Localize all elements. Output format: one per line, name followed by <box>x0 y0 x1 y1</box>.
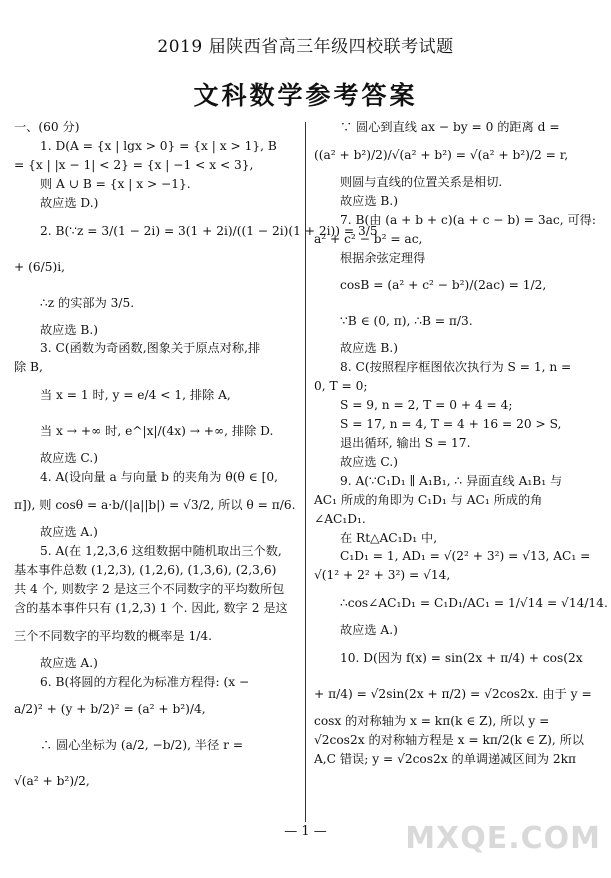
watermark-logo: MXQE.COM <box>405 821 601 856</box>
right-column-line: 故应选 B.) <box>340 193 399 208</box>
right-column-line: ∠AC₁D₁. <box>314 511 366 526</box>
left-column-line: 共 4 个, 则数字 2 是这三个不同数字的平均数所包 <box>14 581 285 596</box>
right-column-line: ∵ 圆心到直线 ax − by = 0 的距离 d = <box>340 120 560 134</box>
left-column-line: 当 x = 1 时, y = e/4 < 1, 排除 A, <box>40 388 231 403</box>
left-column-line: 则 A ∪ B = {x | x > −1}. <box>40 176 191 191</box>
left-column-line: 6. B(将圆的方程化为标准方程得: (x − <box>40 674 250 689</box>
right-column-line: 9. A(∵C₁D₁ ∥ A₁B₁, ∴ 异面直线 A₁B₁ 与 <box>340 473 563 488</box>
left-column-line: 故应选 B.) <box>40 322 99 337</box>
left-column-line: 基本事件总数 (1,2,3), (1,2,6), (1,3,6), (2,3,6) <box>14 562 277 577</box>
right-column-line: 故应选 B.) <box>340 341 399 356</box>
right-column-line: ((a² + b²)/2)/√(a² + b²) = √(a² + b²)/2 = r, <box>314 147 569 162</box>
left-column-line: 含的基本事件只有 (1,2,3) 1 个. 因此, 数字 2 是这 <box>14 600 288 615</box>
right-column-line: 7. B(由 (a + b + c)(a + c − b) = 3ac, 可得: <box>340 212 596 227</box>
right-column-line: √(1² + 2² + 3²) = √14, <box>314 568 451 583</box>
left-column-line: + (6/5)i, <box>14 259 65 274</box>
page-number: — 1 — <box>284 824 327 839</box>
right-column-line: cosx 的对称轴为 x = kπ(k ∈ Z), 所以 y = <box>314 714 550 729</box>
right-column-line: ∴cos∠AC₁D₁ = C₁D₁/AC₁ = 1/√14 = √14/14. <box>340 596 608 611</box>
left-column-line: = {x | |x − 1| < 2} = {x | −1 < x < 3}, <box>14 157 254 172</box>
right-column-line: C₁D₁ = 1, AD₁ = √(2² + 3²) = √13, AC₁ = <box>340 549 591 564</box>
left-column-line: a/2)² + (y + b/2)² = (a² + b²)/4, <box>14 702 206 717</box>
left-column-line: 三个不同数字的平均数的概率是 1/4. <box>14 628 212 643</box>
right-column-line: 故应选 A.) <box>340 623 398 638</box>
right-column-line: 0, T = 0; <box>314 379 368 394</box>
right-column-line: √2cos2x 的对称轴方程是 x = kπ/2(k ∈ Z), 所以 <box>314 733 584 748</box>
right-column-line: AC₁ 所成的角即为 C₁D₁ 与 AC₁ 所成的角 <box>314 492 543 507</box>
left-column-line: ∴ 圆心坐标为 (a/2, −b/2), 半径 r = <box>40 738 244 753</box>
left-column-line: 故应选 D.) <box>40 195 99 210</box>
right-column-line: 则圆与直线的位置关系是相切. <box>340 174 503 189</box>
right-column-line: 在 Rt△AC₁D₁ 中, <box>340 530 438 545</box>
left-column-line: 2. B(∵z = 3/(1 − 2i) = 3(1 + 2i)/((1 − 2i)(1 + 2i)) = 3/5 <box>40 223 378 238</box>
document-title: 文科数学参考答案 <box>193 81 418 110</box>
right-column-line: cosB = (a² + c² − b²)/(2ac) = 1/2, <box>340 278 547 293</box>
left-column-line: 5. A(在 1,2,3,6 这组数据中随机取出三个数, <box>40 543 282 558</box>
left-column-line: π]), 则 cosθ = a·b/(|a||b|) = √3/2, 所以 θ = π/6. <box>14 498 296 513</box>
right-column-line: + π/4) = √2sin(2x + π/2) = √2cos2x. 由于 y = <box>314 687 592 702</box>
right-column-line: S = 17, n = 4, T = 4 + 16 = 20 > S, <box>340 417 562 432</box>
right-column-line: 故应选 C.) <box>340 454 398 469</box>
left-column-line: ∴z 的实部为 3/5. <box>40 295 135 310</box>
right-column-line: 退出循环, 输出 S = 17. <box>340 435 471 450</box>
left-column-line: 故应选 A.) <box>40 525 98 540</box>
right-column-line: ∵B ∈ (0, π), ∴B = π/3. <box>340 314 473 329</box>
left-column-line: 故应选 A.) <box>40 655 98 670</box>
exam-title: 2019 届陕西省高三年级四校联考试题 <box>157 37 454 57</box>
left-column-line: 除 B, <box>14 360 43 375</box>
right-column-line: a² + c² − b² = ac, <box>314 231 423 246</box>
left-column-line: 当 x → +∞ 时, e^|x|/(4x) → +∞, 排除 D. <box>40 424 274 439</box>
right-column-line: 10. D(因为 f(x) = sin(2x + π/4) + cos(2x <box>340 651 583 666</box>
right-column-line: S = 9, n = 2, T = 0 + 4 = 4; <box>340 398 513 413</box>
right-column <box>314 118 608 769</box>
column-divider <box>305 122 306 822</box>
left-column-line: √(a² + b²)/2, <box>14 774 90 789</box>
left-column-line: 1. D(A = {x | lgx > 0} = {x | x > 1}, B <box>40 138 277 153</box>
left-column-line: 故应选 C.) <box>40 451 98 466</box>
right-column-line: 8. C(按照程序框图依次执行为 S = 1, n = <box>340 360 572 375</box>
left-column-line: 一、(60 分) <box>14 120 80 134</box>
left-column-line: 3. C(函数为奇函数,图象关于原点对称,排 <box>40 341 261 356</box>
right-column-line: A,C 错误; y = √2cos2x 的单调递减区间为 2kπ <box>314 751 577 766</box>
left-column-line: 4. A(设向量 a 与向量 b 的夹角为 θ(θ ∈ [0, <box>40 470 278 485</box>
right-column-line: 根据余弦定理得 <box>340 250 426 265</box>
